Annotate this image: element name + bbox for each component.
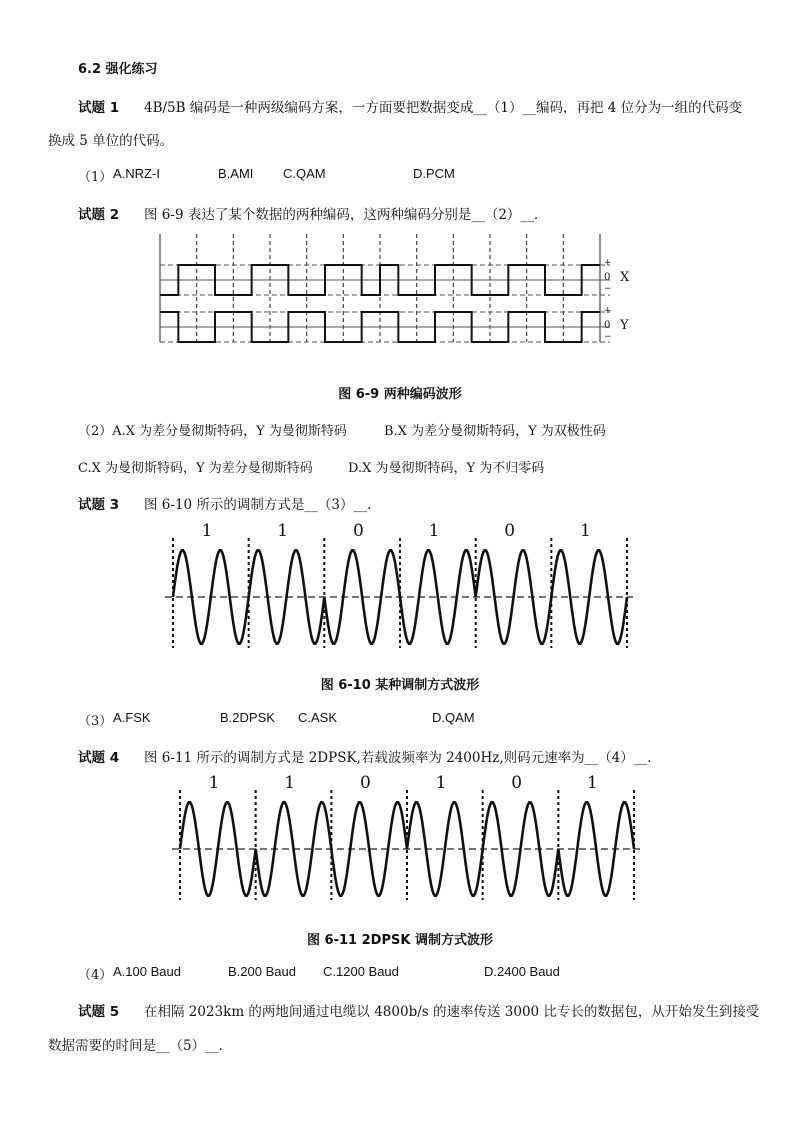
- fig611-bit-label: 1: [435, 773, 447, 793]
- fig610-bit-label: 1: [277, 521, 289, 541]
- q2-options-line1b: B.X 为差分曼彻斯特码，Y 为双极性码: [384, 424, 606, 439]
- x-zero-mark: 0: [604, 272, 611, 283]
- q5-label: 试题 5: [78, 1004, 120, 1020]
- fig610-bit-label: 1: [579, 521, 591, 541]
- q1-text-line1: 4B/5B 编码是一种两级编码方案，一方面要把数据变成__（1）__编码，再把 4 位分为一组的代码变: [144, 100, 743, 116]
- fig610-bit-label: 0: [352, 521, 364, 541]
- figure-6-11-waveform: [172, 770, 642, 905]
- figure-6-10-caption: 图 6-10 某种调制方式波形: [320, 678, 480, 693]
- q3-option-c: C.ASK: [298, 710, 338, 725]
- y-minus-mark: −: [604, 332, 612, 342]
- q3-option-b: B.2DPSK: [220, 710, 275, 725]
- q4-option-a: A.100 Baud: [113, 964, 181, 979]
- x-minus-mark: −: [604, 284, 612, 294]
- q2-text: 图 6-9 表达了某个数据的两种编码，这两种编码分别是__（2）__.: [144, 207, 539, 223]
- q1-option-a: A.NRZ-I: [113, 166, 160, 181]
- fig611-bit-label: 0: [511, 773, 523, 793]
- q4-text: 图 6-11 所示的调制方式是 2DPSK,若载波频率为 2400Hz,则码元速率为__（4）__.: [144, 750, 652, 766]
- q4-option-b: B.200 Baud: [228, 964, 296, 979]
- fig610-bit-label: 0: [504, 521, 516, 541]
- q3-option-d: D.QAM: [432, 710, 475, 725]
- q1-option-b: B.AMI: [218, 166, 254, 181]
- q5-text-line2: 数据需要的时间是__（5）__.: [48, 1038, 223, 1054]
- section-title: 6.2 强化练习: [78, 62, 158, 77]
- y-zero-mark: 0: [604, 320, 611, 331]
- q4-option-c: C.1200 Baud: [323, 964, 399, 979]
- fig611-bit-label: 1: [208, 773, 220, 793]
- q2-options-line1: （2）A.X 为差分曼彻斯特码，Y 为曼彻斯特码: [78, 424, 347, 439]
- y-waveform-label: Y: [620, 318, 629, 333]
- q4-label: 试题 4: [78, 750, 120, 766]
- figure-6-11-caption: 图 6-11 2DPSK 调制方式波形: [307, 933, 493, 948]
- q3-options-prefix: （3）: [78, 714, 113, 729]
- q1-option-d: D.PCM: [413, 166, 455, 181]
- q2-options-line2: C.X 为曼彻斯特码，Y 为差分曼彻斯特码: [78, 461, 313, 476]
- q4-options-prefix: （4）: [78, 968, 113, 983]
- fig611-bit-label: 1: [284, 773, 296, 793]
- x-waveform-label: X: [620, 270, 630, 285]
- figure-6-9-caption: 图 6-9 两种编码波形: [338, 387, 462, 402]
- q4-option-d: D.2400 Baud: [484, 964, 560, 979]
- y-plus-mark: +: [604, 306, 612, 316]
- q1-text-line2: 换成 5 单位的代码。: [48, 133, 174, 149]
- x-plus-mark: +: [604, 258, 612, 268]
- q3-label: 试题 3: [78, 497, 120, 513]
- q3-option-a: A.FSK: [113, 710, 151, 725]
- q5-text-line1: 在相隔 2023km 的两地间通过电缆以 4800b/s 的速率传送 3000 比专长的数据包，从开始发生到接受: [144, 1004, 760, 1020]
- figure-6-9-waveforms: [150, 232, 630, 344]
- q3-text: 图 6-10 所示的调制方式是__（3）__.: [144, 497, 372, 513]
- fig611-bit-label: 1: [586, 773, 598, 793]
- figure-6-10-waveform: [165, 518, 635, 648]
- fig610-bit-label: 1: [428, 521, 440, 541]
- q1-option-c: C.QAM: [283, 166, 326, 181]
- q2-label: 试题 2: [78, 207, 120, 223]
- fig610-bit-label: 1: [201, 521, 213, 541]
- fig611-bit-label: 0: [359, 773, 371, 793]
- q1-options-prefix: （1）: [78, 170, 113, 185]
- q2-options-line2b: D.X 为曼彻斯特码，Y 为不归零码: [348, 461, 545, 476]
- q1-label: 试题 1: [78, 100, 120, 116]
